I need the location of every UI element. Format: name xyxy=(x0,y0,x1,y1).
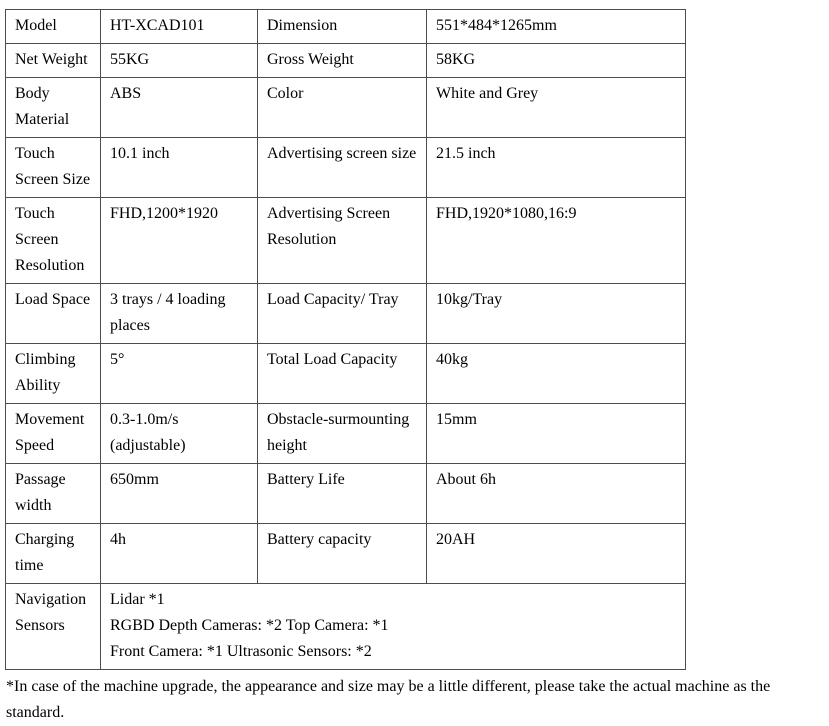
sensor-line: Front Camera: *1 Ultrasonic Sensors: *2 xyxy=(110,643,372,660)
footnote: *In case of the machine upgrade, the appearance and size may be a little different, please take the actual machine as the standard. xyxy=(6,678,771,721)
spec-label: Gross Weight xyxy=(258,44,427,78)
sensor-line: RGBD Depth Cameras: *2 Top Camera: *1 xyxy=(110,617,389,634)
spec-value: 10kg/Tray xyxy=(427,284,686,344)
spec-label: Charging time xyxy=(6,524,101,584)
spec-value: 40kg xyxy=(427,344,686,404)
spec-value: 20AH xyxy=(427,524,686,584)
navigation-sensors-value xyxy=(101,584,686,670)
table-row-resolution xyxy=(6,198,686,284)
table-row-movement xyxy=(6,404,686,464)
spec-value: 4h xyxy=(101,524,258,584)
spec-label: Battery capacity xyxy=(258,524,427,584)
spec-label: Advertising Screen Resolution xyxy=(258,198,427,284)
spec-label: Climbing Ability xyxy=(6,344,101,404)
spec-value: 55KG xyxy=(101,44,258,78)
spec-label: Color xyxy=(258,78,427,138)
spec-table-body xyxy=(6,10,686,670)
table-row-charging xyxy=(6,524,686,584)
table-row-climbing xyxy=(6,344,686,404)
spec-label: Net Weight xyxy=(6,44,101,78)
spec-value: FHD,1920*1080,16:9 xyxy=(427,198,686,284)
spec-value: 650mm xyxy=(101,464,258,524)
spec-label: Battery Life xyxy=(258,464,427,524)
spec-value: HT-XCAD101 xyxy=(101,10,258,44)
spec-value: 21.5 inch xyxy=(427,138,686,198)
spec-value: 0.3-1.0m/s (adjustable) xyxy=(101,404,258,464)
spec-label: Model xyxy=(6,10,101,44)
table-row-passage xyxy=(6,464,686,524)
table-row-load xyxy=(6,284,686,344)
spec-value: 58KG xyxy=(427,44,686,78)
spec-label: Passage width xyxy=(6,464,101,524)
spec-value: 10.1 inch xyxy=(101,138,258,198)
table-row-model xyxy=(6,10,686,44)
table-row-weight xyxy=(6,44,686,78)
spec-value: White and Grey xyxy=(427,78,686,138)
spec-table xyxy=(5,9,686,670)
spec-value: 5° xyxy=(101,344,258,404)
spec-label: Touch Screen Size xyxy=(6,138,101,198)
spec-label: Touch Screen Resolution xyxy=(6,198,101,284)
spec-label: Total Load Capacity xyxy=(258,344,427,404)
sensor-line: Lidar *1 xyxy=(110,591,165,608)
spec-label: Obstacle-surmounting height xyxy=(258,404,427,464)
spec-label: Load Space xyxy=(6,284,101,344)
spec-value: About 6h xyxy=(427,464,686,524)
spec-label: Load Capacity/ Tray xyxy=(258,284,427,344)
spec-label: Movement Speed xyxy=(6,404,101,464)
spec-value: 551*484*1265mm xyxy=(427,10,686,44)
spec-value: FHD,1200*1920 xyxy=(101,198,258,284)
table-row-navigation xyxy=(6,584,686,670)
spec-label: Advertising screen size xyxy=(258,138,427,198)
spec-value: 3 trays / 4 loading places xyxy=(101,284,258,344)
spec-label: Dimension xyxy=(258,10,427,44)
spec-value: 15mm xyxy=(427,404,686,464)
spec-label: Body Material xyxy=(6,78,101,138)
spec-value: ABS xyxy=(101,78,258,138)
spec-label: Navigation Sensors xyxy=(6,584,101,670)
table-row-screen-size xyxy=(6,138,686,198)
table-row-material xyxy=(6,78,686,138)
